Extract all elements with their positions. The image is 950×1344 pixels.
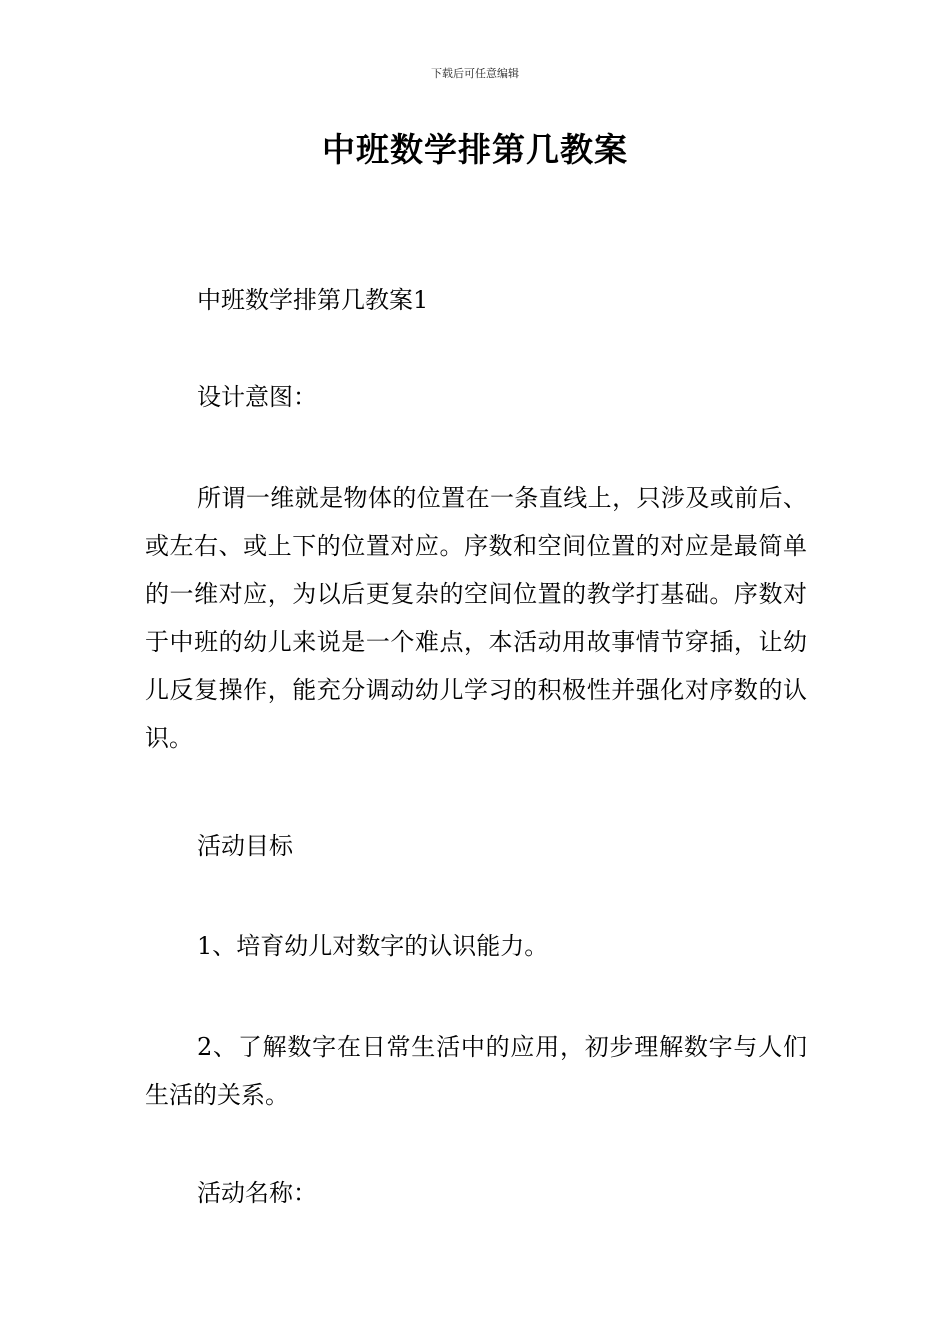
design-intent-heading: 设计意图： <box>197 383 317 411</box>
goal-item-2: 2、了解数字在日常生活中的应用，初步理解数字与人们生活的关系。 <box>145 1033 807 1109</box>
section-heading: 中班数学排第几教案1 <box>197 286 429 314</box>
goal-item-1: 1、培育幼儿对数字的认识能力。 <box>197 932 549 960</box>
download-note: 下载后可任意编辑 <box>431 67 519 80</box>
document-title: 中班数学排第几教案 <box>322 130 628 169</box>
activity-name-heading: 活动名称： <box>197 1179 317 1207</box>
design-intent-paragraph: 所谓一维就是物体的位置在一条直线上，只涉及或前后、或左右、或上下的位置对应。序数和空间位置的对应是最简单的一维对应，为以后更复杂的空间位置的教学打基础。序数对于中班的幼儿来说是一个难点，本活动用故事情节穿插，让幼儿反复操作，能充分调动幼儿学习的积极性并强化对序数的认识。 <box>145 484 807 752</box>
activity-goals-heading: 活动目标 <box>197 832 293 860</box>
